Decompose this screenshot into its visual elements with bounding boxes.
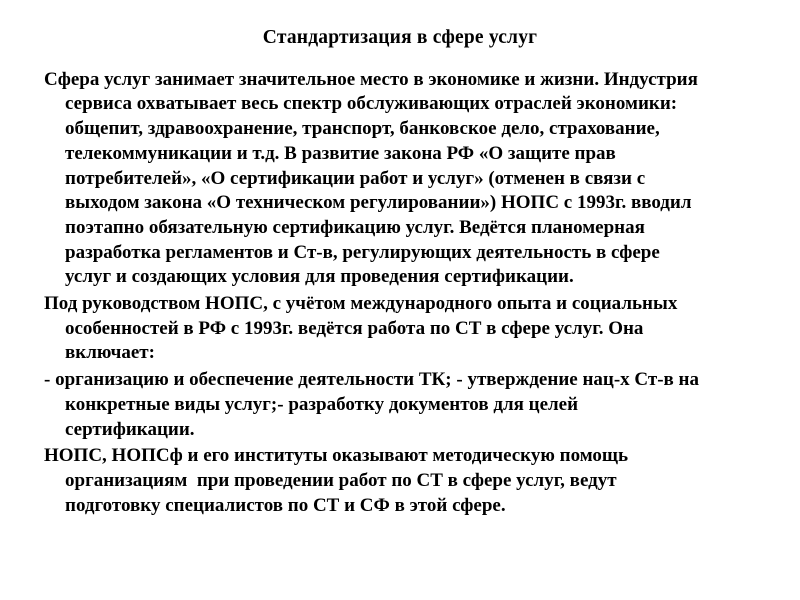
slide-body-text bbox=[44, 68, 772, 519]
text-line: потребителей», «О сертификации работ и услуг» (отменен в связи с bbox=[65, 167, 646, 189]
text-line: общепит, здравоохранение, транспорт, банковское дело, страхование, bbox=[65, 118, 660, 140]
text-line: телекоммуникации и т.д. В развитие закона РФ «О защите прав bbox=[65, 142, 616, 164]
text-line: выходом закона «О техническом регулировании») НОПС с 1993г. вводил bbox=[65, 192, 692, 214]
paragraph-2 bbox=[44, 292, 772, 366]
text-line: НОПС, НОПСф и его институты оказывают методическую помощь bbox=[44, 445, 628, 467]
text-line: поэтапно обязательную сертификацию услуг. Ведётся планомерная bbox=[65, 216, 645, 238]
text-line: сертификации. bbox=[65, 418, 195, 440]
text-line: подготовку специалистов по СТ и СФ в этой сфере. bbox=[65, 494, 506, 516]
paragraph-3 bbox=[44, 368, 772, 442]
text-line: услуг и создающих условия для проведения сертификации. bbox=[65, 266, 574, 288]
text-line: разработка регламентов и Ст-в, регулирующих деятельность в сфере bbox=[65, 241, 660, 263]
text-line: сервиса охватывает весь спектр обслуживающих отраслей экономики: bbox=[65, 93, 678, 115]
text-line: организациям при проведении работ по СТ в сфере услуг, ведут bbox=[65, 469, 617, 491]
text-line: включает: bbox=[65, 342, 155, 364]
paragraph-1 bbox=[44, 68, 772, 290]
text-line: Под руководством НОПС, с учётом международного опыта и социальных bbox=[44, 293, 678, 315]
text-line: - организацию и обеспечение деятельности ТК; - утверждение нац-х Ст-в на bbox=[44, 369, 700, 391]
text-line: конкретные виды услуг;- разработку документов для целей bbox=[65, 393, 579, 415]
page-title: Стандартизация в сфере услуг bbox=[262, 27, 538, 48]
text-line: особенностей в РФ с 1993г. ведётся работа по СТ в сфере услуг. Она bbox=[65, 317, 644, 339]
text-line: Сфера услуг занимает значительное место в экономике и жизни. Индустрия bbox=[44, 68, 698, 90]
paragraph-4 bbox=[44, 444, 772, 518]
